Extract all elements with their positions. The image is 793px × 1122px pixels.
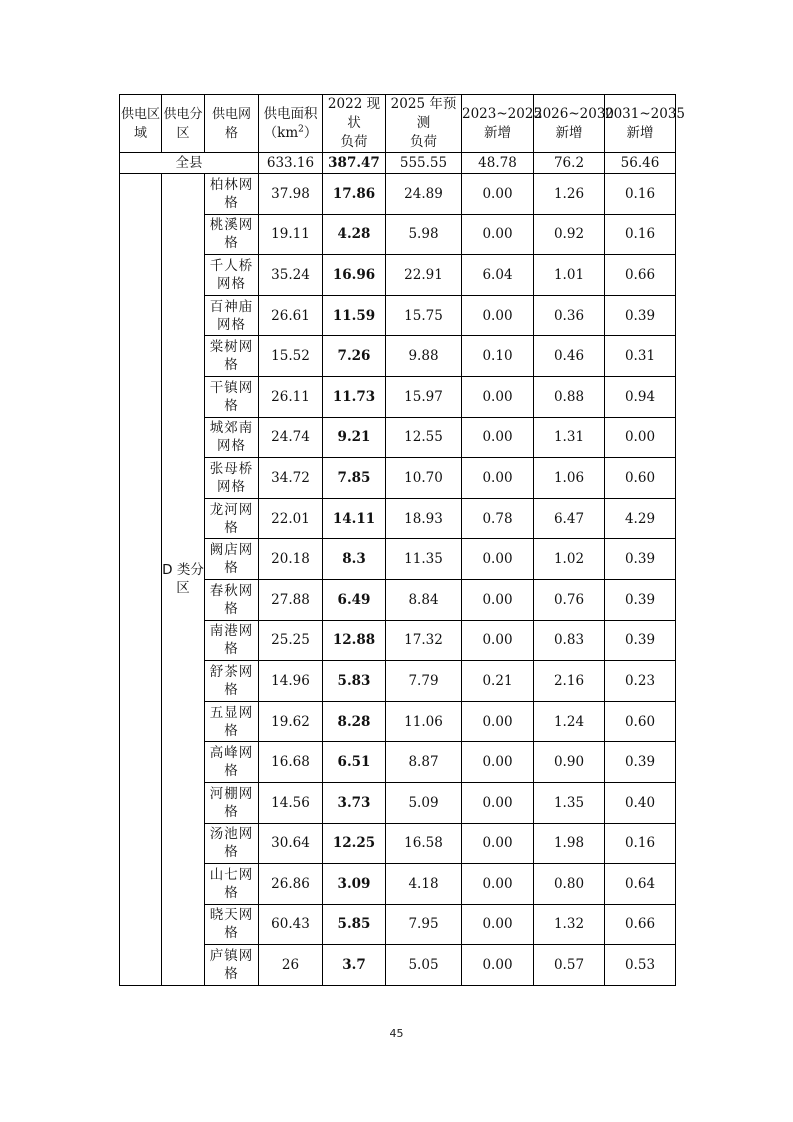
grid-name-cell: 阙店网格 bbox=[205, 539, 259, 580]
load-2025-cell: 16.58 bbox=[386, 823, 462, 864]
grid-name-cell: 柏林网格 bbox=[205, 174, 259, 215]
load-2025-cell: 15.75 bbox=[386, 295, 462, 336]
area-cell: 14.56 bbox=[259, 782, 323, 823]
page-number: 45 bbox=[389, 1027, 404, 1040]
area-cell: 27.88 bbox=[259, 579, 323, 620]
area-cell: 35.24 bbox=[259, 255, 323, 296]
new-2031-2035-cell: 0.16 bbox=[605, 174, 676, 215]
grid-name-cell: 张母桥网格 bbox=[205, 458, 259, 499]
new-2023-2025-cell: 0.00 bbox=[462, 701, 534, 742]
total-load-2022: 387.47 bbox=[323, 153, 386, 174]
load-2022-cell: 3.09 bbox=[323, 864, 386, 905]
grid-name-cell: 河棚网格 bbox=[205, 782, 259, 823]
new-2026-2030-cell: 0.76 bbox=[534, 579, 605, 620]
header-area-unit: $(km^2)$ bbox=[263, 124, 318, 141]
grid-name-cell: 春秋网格 bbox=[205, 579, 259, 620]
new-2031-2035-cell: 0.39 bbox=[605, 295, 676, 336]
new-2031-2035-cell: 0.00 bbox=[605, 417, 676, 458]
load-2022-cell: 17.86 bbox=[323, 174, 386, 215]
grid-name-cell: 南港网格 bbox=[205, 620, 259, 661]
new-2023-2025-cell: 0.21 bbox=[462, 661, 534, 702]
load-2025-cell: 8.84 bbox=[386, 579, 462, 620]
grid-name-cell: 桃溪网格 bbox=[205, 214, 259, 255]
total-new-2023-2025: 48.78 bbox=[462, 153, 534, 174]
area-cell: 37.98 bbox=[259, 174, 323, 215]
zone-cell: D 类分区 bbox=[162, 174, 205, 986]
new-2023-2025-cell: 0.00 bbox=[462, 579, 534, 620]
load-2025-cell: 12.55 bbox=[386, 417, 462, 458]
new-2026-2030-cell: 1.26 bbox=[534, 174, 605, 215]
new-2031-2035-cell: 0.39 bbox=[605, 539, 676, 580]
load-2025-cell: 11.35 bbox=[386, 539, 462, 580]
load-2025-cell: 22.91 bbox=[386, 255, 462, 296]
grid-name-cell: 汤池网格 bbox=[205, 823, 259, 864]
new-2026-2030-cell: 0.57 bbox=[534, 945, 605, 986]
load-2022-cell: 7.26 bbox=[323, 336, 386, 377]
new-2026-2030-cell: 1.06 bbox=[534, 458, 605, 499]
load-2022-cell: 11.59 bbox=[323, 295, 386, 336]
load-2022-cell: 8.28 bbox=[323, 701, 386, 742]
header-load-2025: 2025 年预测 负荷 bbox=[386, 95, 462, 153]
area-cell: 19.11 bbox=[259, 214, 323, 255]
new-2023-2025-cell: 0.00 bbox=[462, 904, 534, 945]
load-2025-cell: 18.93 bbox=[386, 498, 462, 539]
area-cell: 25.25 bbox=[259, 620, 323, 661]
load-2022-cell: 16.96 bbox=[323, 255, 386, 296]
load-2022-cell: 3.73 bbox=[323, 782, 386, 823]
load-forecast-table bbox=[119, 94, 686, 986]
new-2026-2030-cell: 0.88 bbox=[534, 376, 605, 417]
area-cell: 15.52 bbox=[259, 336, 323, 377]
header-area bbox=[259, 95, 323, 153]
area-cell: 26 bbox=[259, 945, 323, 986]
load-2022-cell: 3.7 bbox=[323, 945, 386, 986]
header-load-2022: 2022 现状 负荷 bbox=[323, 95, 386, 153]
total-area: 633.16 bbox=[259, 153, 323, 174]
new-2026-2030-cell: 0.90 bbox=[534, 742, 605, 783]
new-2031-2035-cell: 0.16 bbox=[605, 823, 676, 864]
new-2031-2035-cell: 0.94 bbox=[605, 376, 676, 417]
new-2026-2030-cell: 1.98 bbox=[534, 823, 605, 864]
new-2026-2030-cell: 1.24 bbox=[534, 701, 605, 742]
total-load-2025: 555.55 bbox=[386, 153, 462, 174]
area-cell: 30.64 bbox=[259, 823, 323, 864]
region-cell bbox=[120, 174, 162, 986]
header-new-2031-2035: 2031~2035 新增 bbox=[605, 95, 676, 153]
grid-name-cell: 舒茶网格 bbox=[205, 661, 259, 702]
new-2031-2035-cell: 0.64 bbox=[605, 864, 676, 905]
total-row bbox=[120, 153, 676, 174]
load-2025-cell: 24.89 bbox=[386, 174, 462, 215]
header-area-label: 供电面积 bbox=[263, 105, 318, 122]
new-2031-2035-cell: 0.60 bbox=[605, 458, 676, 499]
grid-name-cell: 庐镇网格 bbox=[205, 945, 259, 986]
new-2031-2035-cell: 0.39 bbox=[605, 742, 676, 783]
load-2022-cell: 14.11 bbox=[323, 498, 386, 539]
load-2022-cell: 5.85 bbox=[323, 904, 386, 945]
new-2031-2035-cell: 4.29 bbox=[605, 498, 676, 539]
new-2026-2030-cell: 6.47 bbox=[534, 498, 605, 539]
grid-name-cell: 晓天网格 bbox=[205, 904, 259, 945]
new-2023-2025-cell: 0.00 bbox=[462, 539, 534, 580]
new-2023-2025-cell: 0.00 bbox=[462, 823, 534, 864]
load-2025-cell: 5.05 bbox=[386, 945, 462, 986]
grid-name-cell: 棠树网格 bbox=[205, 336, 259, 377]
grid-name-cell: 城郊南网格 bbox=[205, 417, 259, 458]
grid-name-cell: 五显网格 bbox=[205, 701, 259, 742]
new-2026-2030-cell: 0.80 bbox=[534, 864, 605, 905]
new-2026-2030-cell: 1.01 bbox=[534, 255, 605, 296]
new-2023-2025-cell: 0.00 bbox=[462, 620, 534, 661]
area-cell: 26.11 bbox=[259, 376, 323, 417]
header-region: 供电区域 bbox=[120, 95, 162, 153]
area-cell: 34.72 bbox=[259, 458, 323, 499]
load-2025-cell: 5.98 bbox=[386, 214, 462, 255]
header-new-2026-2030: 2026~2030 新增 bbox=[534, 95, 605, 153]
new-2031-2035-cell: 0.31 bbox=[605, 336, 676, 377]
table-header-row bbox=[120, 95, 676, 153]
area-cell: 16.68 bbox=[259, 742, 323, 783]
new-2031-2035-cell: 0.60 bbox=[605, 701, 676, 742]
grid-name-cell: 千人桥网格 bbox=[205, 255, 259, 296]
new-2031-2035-cell: 0.39 bbox=[605, 579, 676, 620]
new-2031-2035-cell: 0.66 bbox=[605, 904, 676, 945]
header-zone: 供电分区 bbox=[162, 95, 205, 153]
new-2023-2025-cell: 0.00 bbox=[462, 174, 534, 215]
total-new-2026-2030: 76.2 bbox=[534, 153, 605, 174]
new-2023-2025-cell: 0.00 bbox=[462, 458, 534, 499]
grid-name-cell: 龙河网格 bbox=[205, 498, 259, 539]
new-2023-2025-cell: 0.00 bbox=[462, 417, 534, 458]
new-2026-2030-cell: 1.02 bbox=[534, 539, 605, 580]
new-2026-2030-cell: 1.32 bbox=[534, 904, 605, 945]
new-2023-2025-cell: 0.00 bbox=[462, 376, 534, 417]
new-2023-2025-cell: 0.00 bbox=[462, 214, 534, 255]
load-2025-cell: 7.79 bbox=[386, 661, 462, 702]
area-cell: 60.43 bbox=[259, 904, 323, 945]
load-2022-cell: 5.83 bbox=[323, 661, 386, 702]
new-2026-2030-cell: 1.35 bbox=[534, 782, 605, 823]
load-2022-cell: 9.21 bbox=[323, 417, 386, 458]
new-2026-2030-cell: 2.16 bbox=[534, 661, 605, 702]
new-2023-2025-cell: 0.78 bbox=[462, 498, 534, 539]
load-2022-cell: 6.51 bbox=[323, 742, 386, 783]
load-2022-cell: 12.25 bbox=[323, 823, 386, 864]
load-2025-cell: 5.09 bbox=[386, 782, 462, 823]
area-cell: 26.86 bbox=[259, 864, 323, 905]
new-2026-2030-cell: 1.31 bbox=[534, 417, 605, 458]
total-new-2031-2035: 56.46 bbox=[605, 153, 676, 174]
new-2026-2030-cell: 0.46 bbox=[534, 336, 605, 377]
load-2022-cell: 11.73 bbox=[323, 376, 386, 417]
area-cell: 20.18 bbox=[259, 539, 323, 580]
header-new-2023-2025: 2023~2025 新增 bbox=[462, 95, 534, 153]
new-2023-2025-cell: 6.04 bbox=[462, 255, 534, 296]
new-2023-2025-cell: 0.00 bbox=[462, 864, 534, 905]
grid-name-cell: 山七网格 bbox=[205, 864, 259, 905]
new-2023-2025-cell: 0.00 bbox=[462, 782, 534, 823]
grid-name-cell: 高峰网格 bbox=[205, 742, 259, 783]
new-2031-2035-cell: 0.53 bbox=[605, 945, 676, 986]
load-2022-cell: 12.88 bbox=[323, 620, 386, 661]
grid-name-cell: 干镇网格 bbox=[205, 376, 259, 417]
new-2031-2035-cell: 0.66 bbox=[605, 255, 676, 296]
load-2025-cell: 11.06 bbox=[386, 701, 462, 742]
new-2023-2025-cell: 0.00 bbox=[462, 742, 534, 783]
area-cell: 24.74 bbox=[259, 417, 323, 458]
new-2023-2025-cell: 0.10 bbox=[462, 336, 534, 377]
total-label: 全县 bbox=[120, 153, 259, 174]
load-2025-cell: 4.18 bbox=[386, 864, 462, 905]
load-2022-cell: 7.85 bbox=[323, 458, 386, 499]
load-2025-cell: 8.87 bbox=[386, 742, 462, 783]
grid-name-cell: 百神庙网格 bbox=[205, 295, 259, 336]
new-2031-2035-cell: 0.23 bbox=[605, 661, 676, 702]
area-cell: 22.01 bbox=[259, 498, 323, 539]
load-2022-cell: 8.3 bbox=[323, 539, 386, 580]
new-2026-2030-cell: 0.36 bbox=[534, 295, 605, 336]
load-2022-cell: 6.49 bbox=[323, 579, 386, 620]
new-2031-2035-cell: 0.16 bbox=[605, 214, 676, 255]
new-2031-2035-cell: 0.39 bbox=[605, 620, 676, 661]
area-cell: 26.61 bbox=[259, 295, 323, 336]
load-2025-cell: 15.97 bbox=[386, 376, 462, 417]
new-2023-2025-cell: 0.00 bbox=[462, 945, 534, 986]
new-2026-2030-cell: 0.92 bbox=[534, 214, 605, 255]
header-grid: 供电网格 bbox=[205, 95, 259, 153]
new-2031-2035-cell: 0.40 bbox=[605, 782, 676, 823]
new-2026-2030-cell: 0.83 bbox=[534, 620, 605, 661]
load-2025-cell: 17.32 bbox=[386, 620, 462, 661]
load-2025-cell: 7.95 bbox=[386, 904, 462, 945]
area-cell: 14.96 bbox=[259, 661, 323, 702]
area-cell: 19.62 bbox=[259, 701, 323, 742]
load-2025-cell: 10.70 bbox=[386, 458, 462, 499]
new-2023-2025-cell: 0.00 bbox=[462, 295, 534, 336]
load-2022-cell: 4.28 bbox=[323, 214, 386, 255]
load-2025-cell: 9.88 bbox=[386, 336, 462, 377]
table-row bbox=[120, 174, 676, 215]
